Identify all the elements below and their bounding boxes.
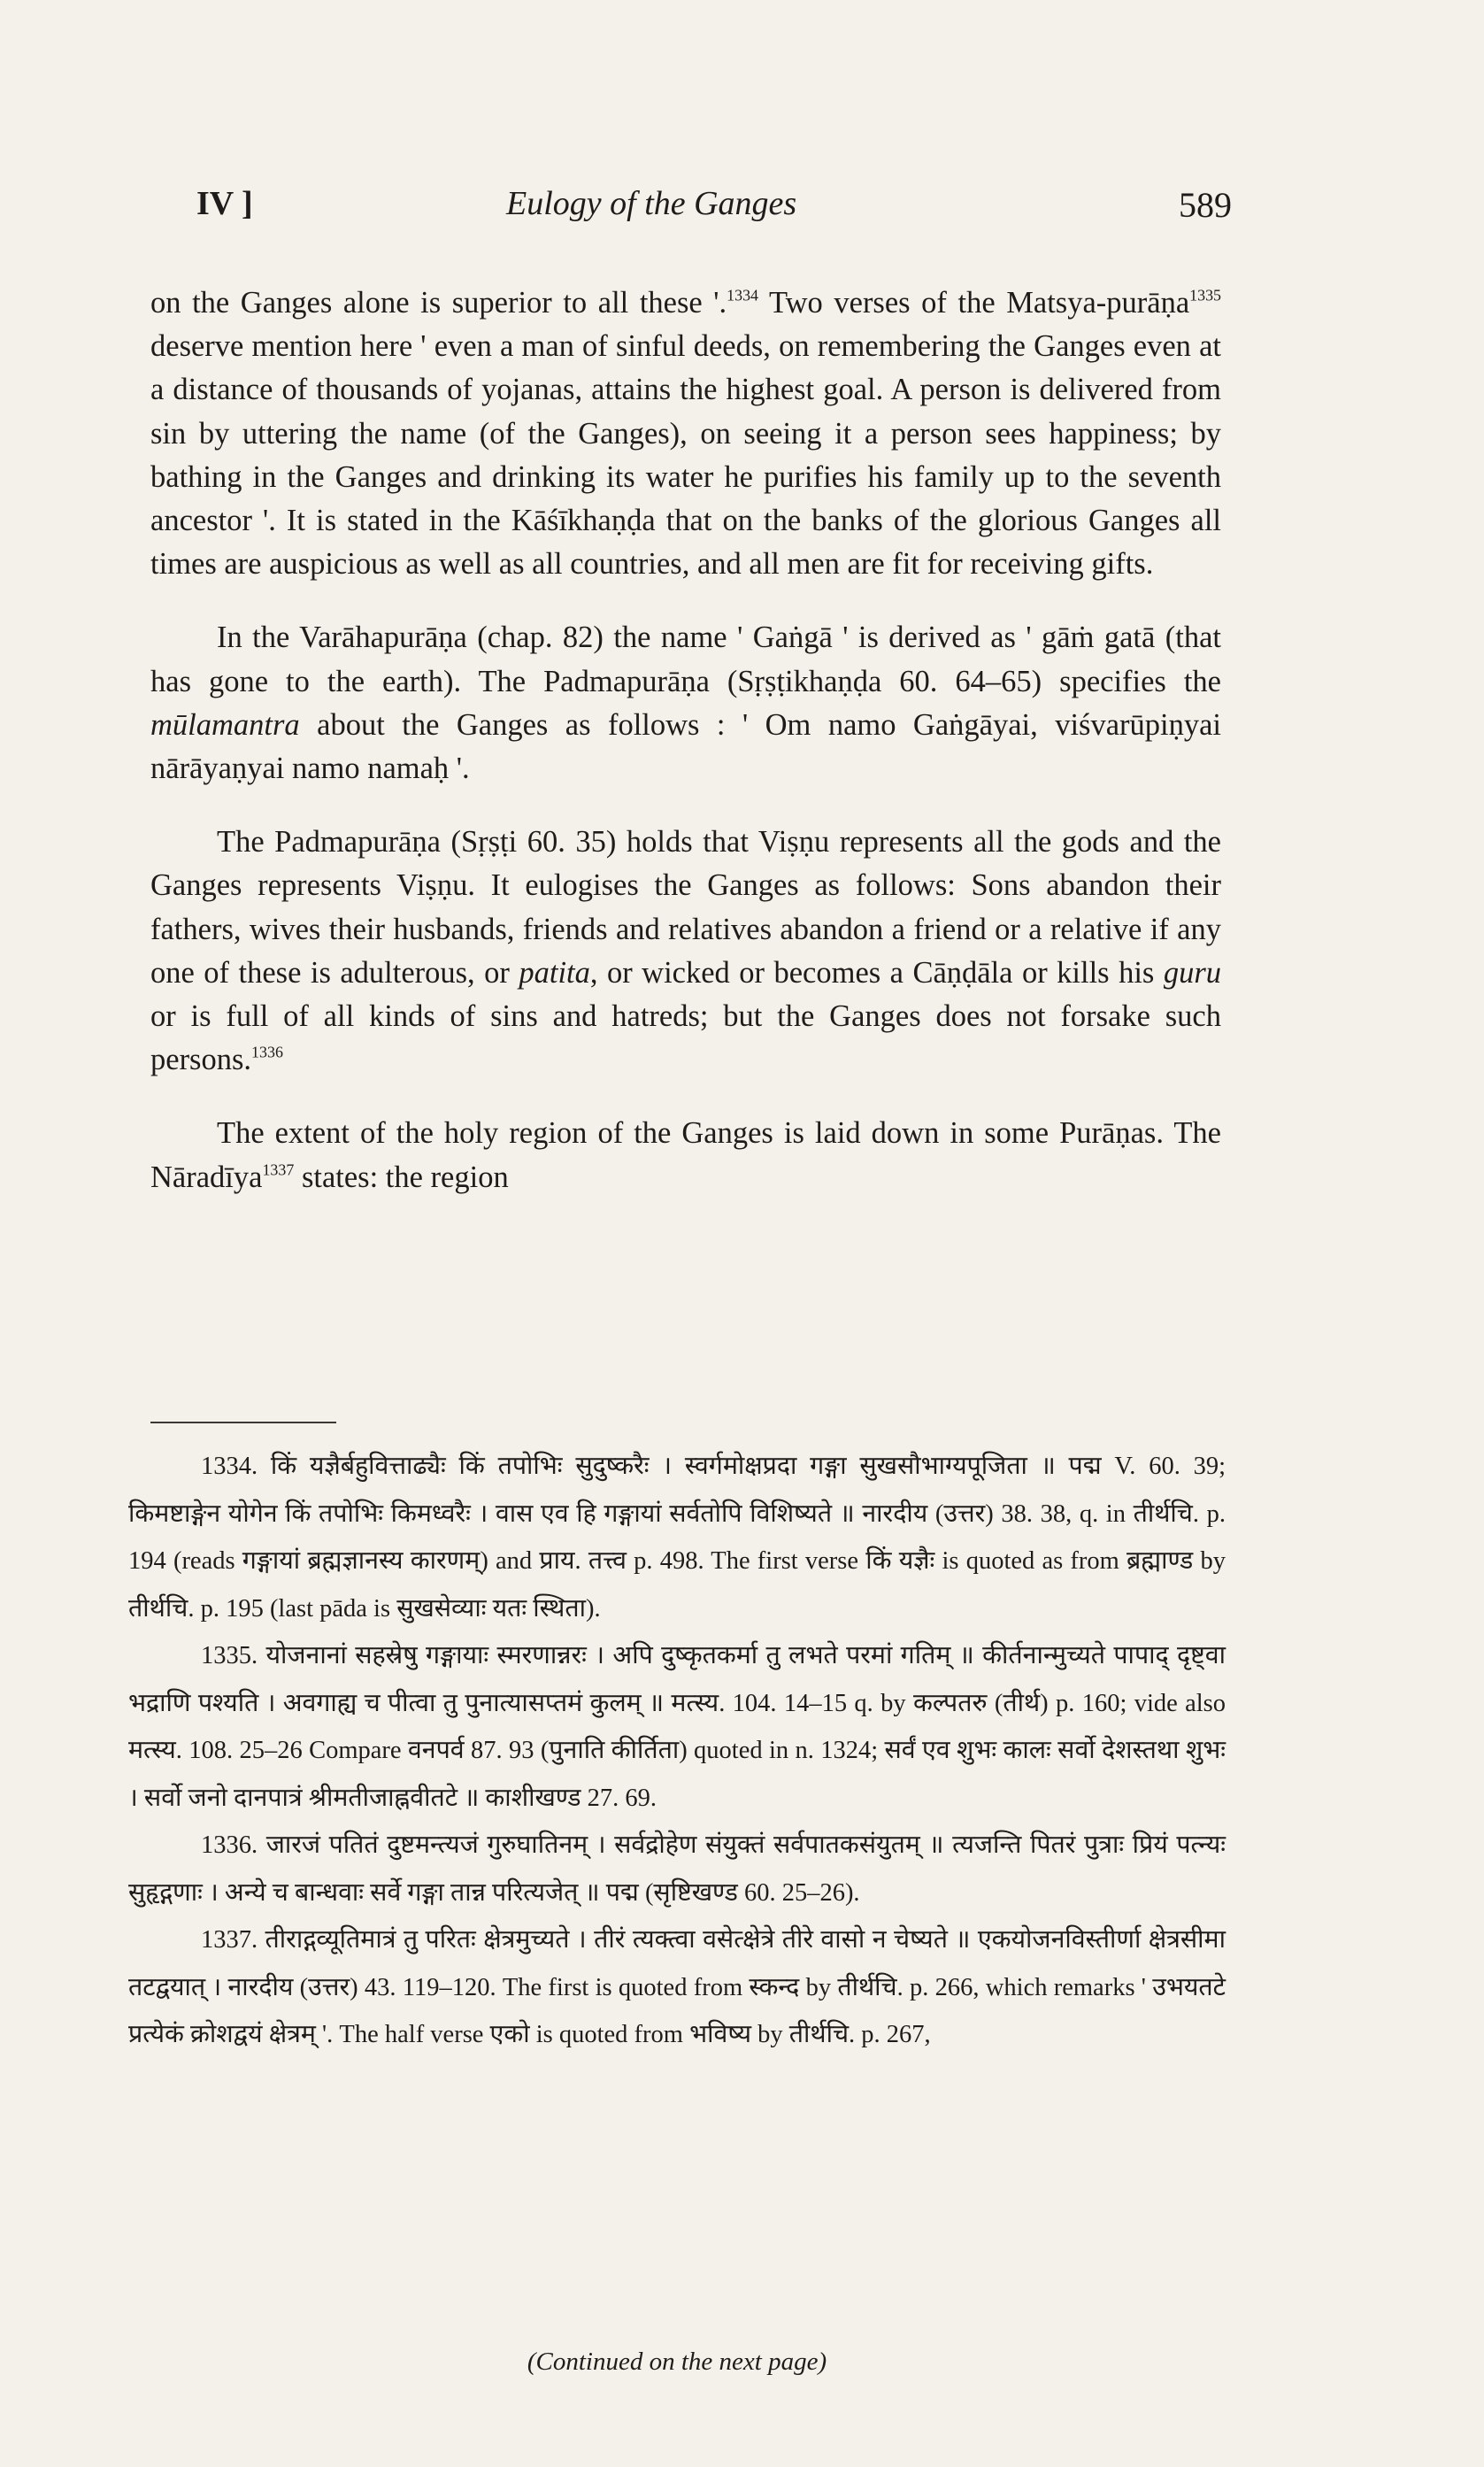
page-number: 589: [1179, 185, 1232, 225]
footnote-1336: 1336. जारजं पतितं दुष्टमन्त्यजं गुरुघातिनम् । सर्वद्रोहेण संयुक्तं सर्वपातकसंयुतम् ॥ त्यजन्ति पितरं पुत्राः प्रियं पत्न्यः सुहृद्गणाः । अन्ये च बान्धवाः सर्वे गङ्गा तान्न परित्यजेत् ॥ पद्म (सृष्टिखण्ड 60. 25–26).: [128, 1831, 1226, 1907]
footnote-1334: 1334. किं यज्ञैर्बहुवित्ताढ्यैः किं तपोभिः सुदुष्करैः । स्वर्गमोक्षप्रदा गङ्गा सुखसौभाग्यपूजिता ॥ पद्म V. 60. 39; किमष्टाङ्गेन योगेन किं तपोभिः किमध्वरैः । वास एव हि गङ्गायां सर्वतोपि विशिष्यते ॥ नारदीय (उत्तर) 38. 38, q. in तीर्थचि. p. 194 (reads गङ्गायां ब्रह्मज्ञानस्य कारणम्) and प्राय. तत्त्व p. 498. The first verse किं यज्ञैः is quoted as from ब्रह्माण्ड by तीर्थचि. p. 195 (last pāda is सुखसेव्याः यतः स्थिता).: [128, 1453, 1226, 1623]
paragraph-2: [150, 616, 1221, 790]
paragraph-3: [150, 821, 1221, 1082]
p4-text-a: The extent of the holy region of the Ganges is laid down in some Purāṇas. The Nāradīya: [150, 1116, 1221, 1194]
p1-text-b: Two verses of the Matsya-purāṇa: [758, 286, 1190, 320]
footnote-ref-1336: 1336: [251, 1043, 283, 1061]
p1-text-c: deserve mention here ' even a man of sinful deeds, on remembering the Ganges even at a distance of thousands of yojanas, attains the highest goal. A person is delivered from sin by uttering the name (of the Ganges), on seeing it a person sees happiness; by bathing in the Ganges and drinking its water he purifies his family up to the seventh ancestor '. It is stated in the Kāśīkhaṇḍa that on the banks of the glorious Ganges all times are auspicious as well as all countries, and all men are fit for receiving gifts.: [150, 329, 1221, 582]
p3-italic-guru: guru: [1163, 955, 1221, 990]
p2-text-a: In the Varāhapurāṇa (chap. 82) the name ' Gaṅgā ' is derived as ' gāṁ gatā (that has gone to the earth). The Padmapurāṇa (Sṛṣṭikhaṇḍa 60. 64–65) specifies the: [150, 621, 1221, 698]
p3-text-b: , or wicked or becomes a Cāṇḍāla or kills his: [589, 955, 1164, 990]
continued-note: (Continued on the next page): [527, 2348, 827, 2376]
p3-text-c: or is full of all kinds of sins and hatreds; but the Ganges does not forsake such persons.: [150, 999, 1221, 1077]
p3-text-a: The Padmapurāṇa (Sṛṣṭi 60. 35) holds that Viṣṇu represents all the gods and the Ganges represents Viṣṇu. It eulogises the Ganges as follows: Sons abandon their fathers, wives their husbands, friends and relatives abandon a friend or a relative if any one of these is adulterous, or: [150, 825, 1221, 990]
p1-text-a: on the Ganges alone is superior to all these '.: [150, 286, 727, 320]
footnote-1335: 1335. योजनानां सहस्रेषु गङ्गायाः स्मरणान्नरः । अपि दुष्कृतकर्मा तु लभते परमां गतिम् ॥ कीर्तनान्मुच्यते पापाद् दृष्ट्वा भद्राणि पश्यति । अवगाह्य च पीत्वा तु पुनात्यासप्तमं कुलम् ॥ मत्स्य. 104. 14–15 q. by कल्पतरु (तीर्थ) p. 160; vide also मत्स्य. 108. 25–26 Compare वनपर्व 87. 93 (पुनाति कीर्तिता) quoted in n. 1324; सर्वं एव शुभः कालः सर्वो देशस्तथा शुभः । सर्वो जनो दानपात्रं श्रीमतीजाह्नवीतटे ॥ काशीखण्ड 27. 69.: [128, 1642, 1226, 1812]
footnote-1337: 1337. तीराद्गव्यूतिमात्रं तु परितः क्षेत्रमुच्यते । तीरं त्यक्त्वा वसेत्क्षेत्रे तीरे वासो न चेष्यते ॥ एकयोजनविस्तीर्णा क्षेत्रसीमा तटद्वयात् । नारदीय (उत्तर) 43. 119–120. The first is quoted from स्कन्द by तीर्थचि. p. 266, which remarks ' उभयतटे प्रत्येकं क्रोशद्वयं क्षेत्रम् '. The half verse एको is quoted from भविष्य by तीर्थचि. p. 267,: [128, 1926, 1226, 2048]
p2-text-b: about the Ganges as follows : ' Om namo Gaṅgāyai, viśvarūpiṇyai nārāyaṇyai namo namaḥ '.: [150, 707, 1221, 786]
paragraph-4: [150, 1112, 1221, 1199]
paragraph-1: [150, 281, 1221, 586]
p2-italic-mulamantra: mūlamantra: [150, 707, 300, 742]
footnote-ref-1335: 1335: [1189, 286, 1222, 305]
running-header: [196, 184, 1232, 237]
running-title: Eulogy of the Ganges: [506, 185, 797, 222]
p4-text-b: states: the region: [294, 1160, 509, 1194]
footnote-divider: [150, 1422, 336, 1423]
footnote-ref-1337: 1337: [262, 1160, 295, 1179]
main-text: [150, 281, 1221, 1199]
p3-italic-patita: patita: [519, 955, 590, 990]
footnotes: [128, 1443, 1226, 2059]
chapter-marker: IV ]: [196, 185, 253, 222]
footnote-ref-1334: 1334: [727, 286, 759, 305]
